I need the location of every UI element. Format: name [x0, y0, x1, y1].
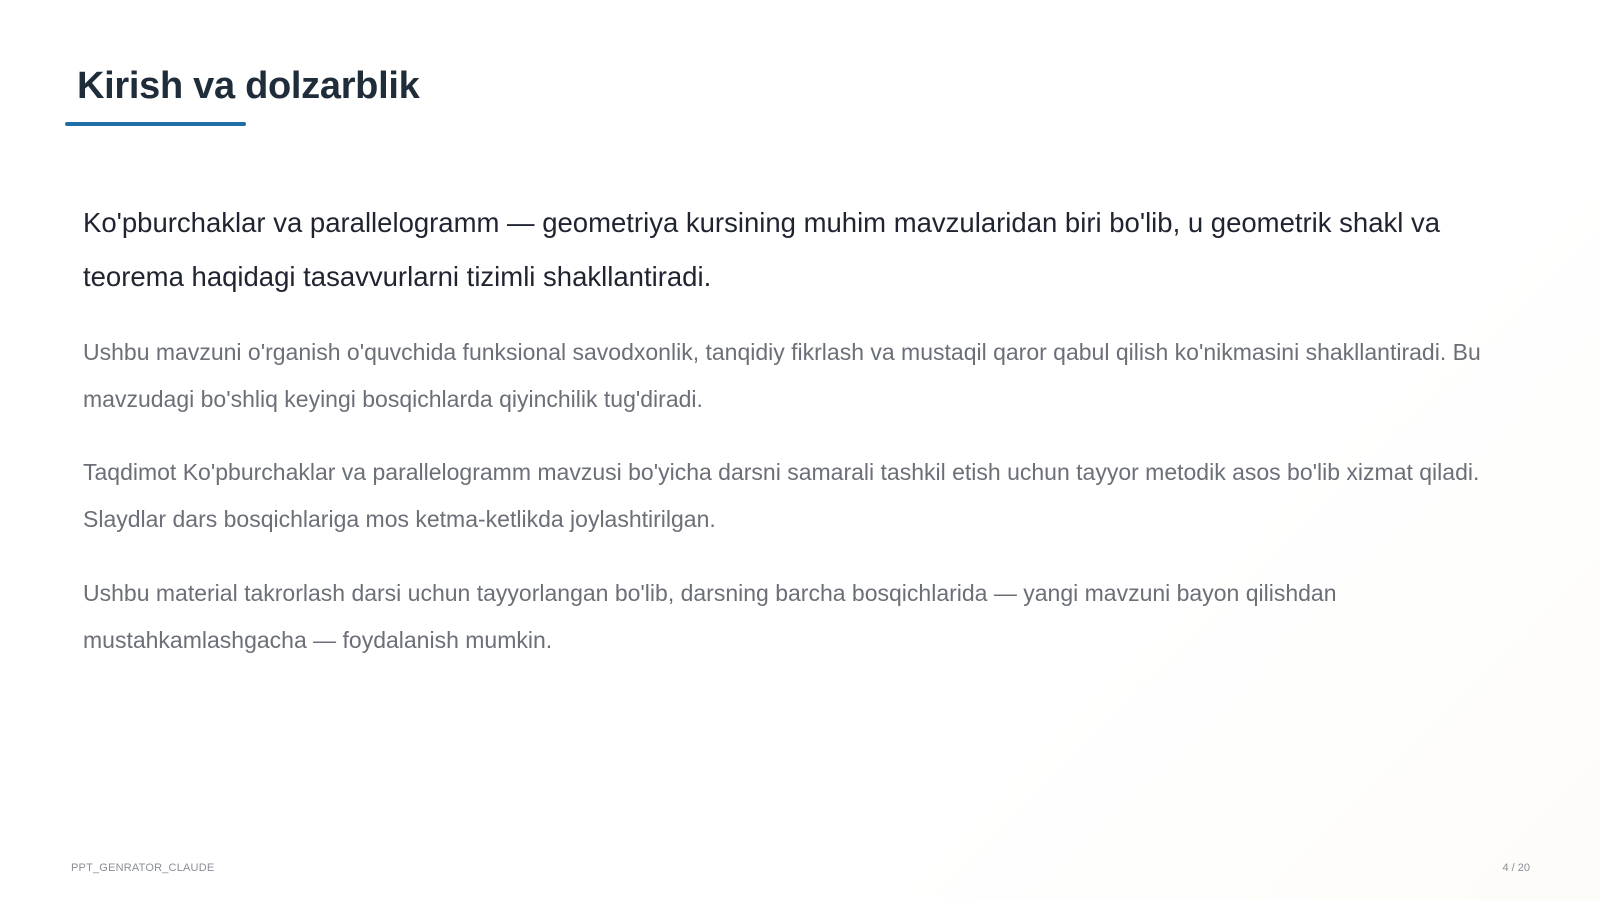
footer-brand-label: PPT_GENRATOR_CLAUDE [71, 862, 215, 874]
title-accent-underline [65, 122, 246, 126]
slide-title: Kirish va dolzarblik [77, 65, 420, 107]
body-paragraph-1: Ushbu mavzuni o'rganish o'quvchida funksional savodxonlik, tanqidiy fikrlash va mustaqil qaror qabul qilish ko'nikmasini shakllantiradi. Bu mavzudagi bo'shliq keyingi bosqichlarda qiyinchilik tug'diradi. [83, 339, 1481, 412]
page-indicator: 4 / 20 [1502, 862, 1530, 874]
body-paragraph-2: Taqdimot Ko'pburchaklar va parallelogramm mavzusi bo'yicha darsni samarali tashkil etish uchun tayyor metodik asos bo'lib xizmat qiladi. Slaydlar dars bosqichlariga mos ketma-ketlikda joylashtirilgan. [83, 459, 1480, 532]
body-paragraph-3: Ushbu material takrorlash darsi uchun tayyorlangan bo'lib, darsning barcha bosqichlarida — yangi mavzuni bayon qilishdan mustahkamlashgacha — foydalanish mumkin. [83, 580, 1337, 653]
lead-paragraph: Ko'pburchaklar va parallelogramm — geometriya kursining muhim mavzularidan biri bo'lib, u geometrik shakl va teorema haqidagi tasavvurlarni tizimli shakllantiradi. [83, 207, 1441, 292]
